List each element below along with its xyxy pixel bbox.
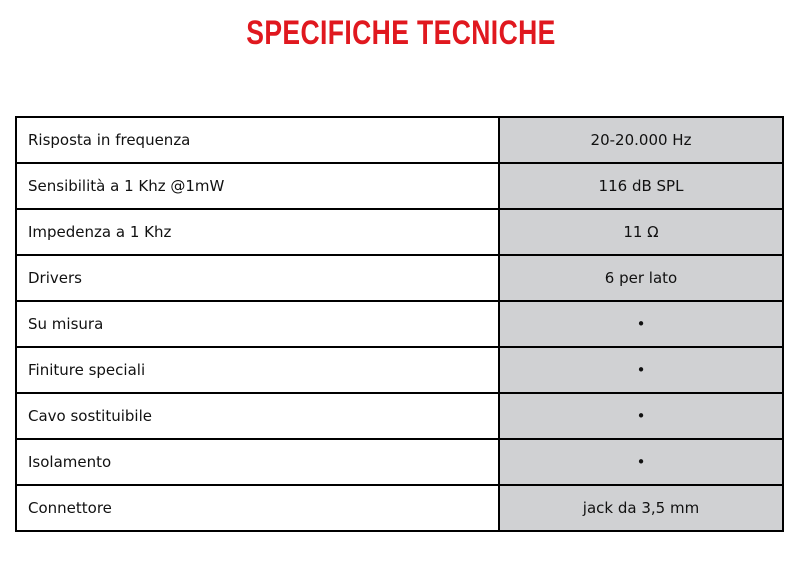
spec-value: 116 dB SPL: [499, 163, 783, 209]
table-row: [16, 209, 783, 255]
spec-value: 6 per lato: [499, 255, 783, 301]
spec-label: Sensibilità a 1 Khz @1mW: [16, 163, 499, 209]
table-row: [16, 347, 783, 393]
table-row: [16, 163, 783, 209]
spec-value-bullet: •: [499, 301, 783, 347]
table-row: [16, 255, 783, 301]
spec-label: Su misura: [16, 301, 499, 347]
spec-value-bullet: •: [499, 393, 783, 439]
spec-value: 11 Ω: [499, 209, 783, 255]
spec-value: 20-20.000 Hz: [499, 117, 783, 163]
spec-label: Drivers: [16, 255, 499, 301]
spec-value: jack da 3,5 mm: [499, 485, 783, 531]
spec-label: Connettore: [16, 485, 499, 531]
spec-label: Impedenza a 1 Khz: [16, 209, 499, 255]
spec-label: Risposta in frequenza: [16, 117, 499, 163]
spec-label: Finiture speciali: [16, 347, 499, 393]
spec-value-bullet: •: [499, 439, 783, 485]
spec-label: Isolamento: [16, 439, 499, 485]
table-row: [16, 301, 783, 347]
table-row: [16, 393, 783, 439]
table-row: [16, 485, 783, 531]
page-title: SPECIFICHE TECNICHE: [246, 14, 556, 52]
table-row: [16, 439, 783, 485]
table-row: [16, 117, 783, 163]
specs-table: [15, 116, 784, 532]
spec-value-bullet: •: [499, 347, 783, 393]
spec-label: Cavo sostituibile: [16, 393, 499, 439]
